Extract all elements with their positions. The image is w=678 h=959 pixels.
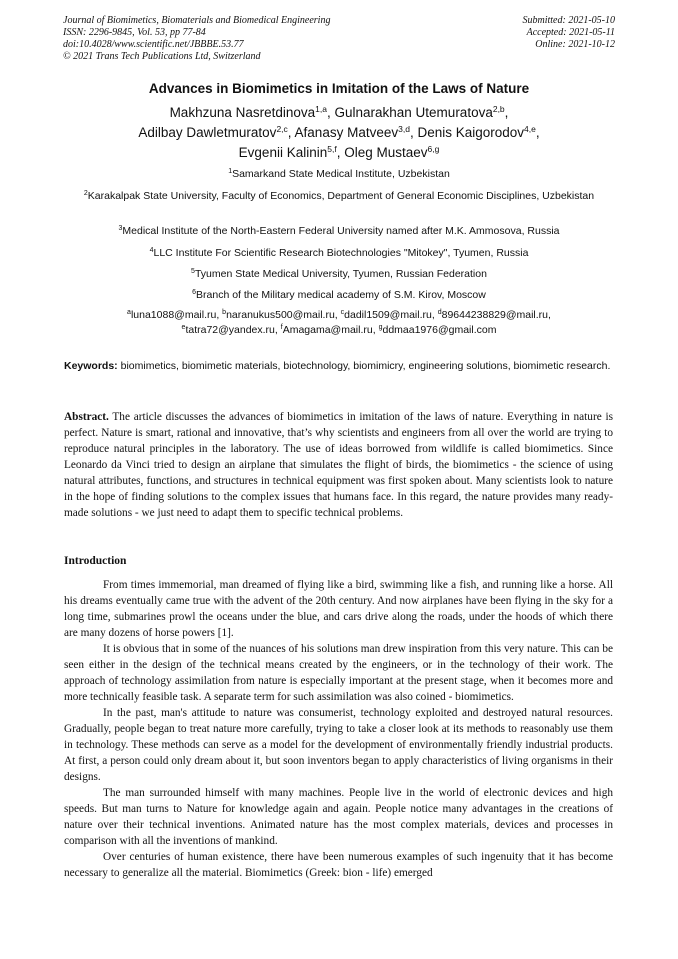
keywords-label: Keywords: <box>64 360 118 372</box>
email: $^a$luna1088@mail.ru, <box>127 309 223 321</box>
header-left <box>63 15 330 63</box>
affiliation-3: $^3$Medical Institute of the North-Eastern Federal University named after M.K. Ammosova, Russia <box>118 225 560 237</box>
paragraph: The man surrounded himself with many machines. People live in the world of electronic devices and high speeds. But man turns to Nature for knowledge again and again. People notice many advantages in the creations of nature over their technical inventions. Animated nature has the most complex materials, devices and processes in comparison with all the inventions of mankind. <box>64 787 613 847</box>
abstract-label: Abstract. <box>64 411 109 423</box>
author: Denis Kaigorodov$^{4,e}$, <box>417 124 540 140</box>
affiliation-1: $^1$Samarkand State Medical Institute, Uzbekistan <box>228 168 450 180</box>
keywords <box>64 359 613 373</box>
paragraph: From times immemorial, man dreamed of flying like a bird, swimming like a fish, and running like a horse. All his dreams eventually came true with the advent of the 20th century. And now airplanes have been flying in the sky for a long time, submarines prowl the oceans under the blue, and cars drive along the roads, under the hoods of which there are many dozens of horse powers [1]. <box>64 579 613 639</box>
email: $^g$ddmaa1976@gmail.com <box>378 324 497 336</box>
paragraph: Over centuries of human existence, there have been numerous examples of such ingenuity that it has become necessary to generalize all the material. Biomimetics (Greek: bion - life) emerged <box>64 851 613 879</box>
email: $^d$89644238829@mail.ru, <box>437 309 551 321</box>
header-right <box>523 15 616 51</box>
affiliation-2: $^2$Karakalpak State University, Faculty of Economics, Department of General Economic Disciplines, Uzbekistan <box>83 190 595 202</box>
accepted-date: Accepted: 2021-05-11 <box>526 27 615 38</box>
email: $^e$tatra72@yandex.ru, <box>181 324 281 336</box>
copyright-line: © 2021 Trans Tech Publications Ltd, Switzerland <box>63 51 261 62</box>
issn-line: ISSN: 2296-9845, Vol. 53, pp 77-84 <box>63 27 206 38</box>
abstract-text: The article discusses the advances of biomimetics in imitation of the laws of nature. Everything in nature is perfect. Nature is smart, rational and innovative, that’s why scientists and engineers from all over the world are trying to reproduce natural principles in the laboratory. The use of ideas borrowed from wildlife is called biomimetics. Since Leonardo da Vinci tried to design an airplane that simulates the flight of birds, the biomimetics - the science of using natural attributes, functions, and structures in technical equipment was first spoken about. Many scientists look to nature in the hope of finding solutions to the complex issues that humans face. In this regard, the nature provides many ready-made solutions - we just need to adapt them to specific technical problems. <box>64 411 613 519</box>
affiliation-5: $^5$Tyumen State Medical University, Tyumen, Russian Federation <box>191 268 487 280</box>
author: Oleg Mustaev$^{6,g}$ <box>344 144 440 160</box>
online-date: Online: 2021-10-12 <box>535 39 615 50</box>
author: Adilbay Dawletmuratov$^{2,c}$, <box>138 124 295 140</box>
author-list <box>52 103 626 163</box>
email-list <box>58 308 620 338</box>
keywords-text: biomimetics, biomimetic materials, biotechnology, biomimicry, engineering solutions, biomimetic research. <box>117 360 611 372</box>
email: $^b$naranukus500@mail.ru, <box>222 309 341 321</box>
email: $^c$dadil1509@mail.ru, <box>340 309 438 321</box>
author: Gulnarakhan Utemuratova$^{2,b}$, <box>334 104 509 120</box>
introduction-body <box>64 577 613 881</box>
submitted-date: Submitted: 2021-05-10 <box>522 15 615 26</box>
introduction-heading: Introduction <box>64 555 127 567</box>
journal-name: Journal of Biomimetics, Biomaterials and Biomedical Engineering <box>63 15 331 26</box>
author: Makhzuna Nasretdinova$^{1,a}$, <box>169 104 335 120</box>
affiliation-4: $^4$LLC Institute For Scientific Research Biotechnologies "Mitokey", Tyumen, Russia <box>149 247 529 259</box>
author: Evgenii Kalinin$^{5,f}$, <box>238 144 345 160</box>
author: Afanasy Matveev$^{3,d}$, <box>294 124 418 140</box>
paragraph: It is obvious that in some of the nuances of his solutions man drew inspiration from this very nature. This can be seen either in the design of the technical means created by the engineers, or in the technology of their work. The approach of technology assimilation from nature is especially important at the present stage, when it becomes more and more technically feasible task. A separate term for such assimilation was also coined - biomimetics. <box>64 643 613 703</box>
abstract <box>64 409 613 521</box>
email: $^f$Amagama@mail.ru, <box>280 324 379 336</box>
paper-title: Advances in Biomimetics in Imitation of the Laws of Nature <box>148 81 530 96</box>
paragraph: In the past, man's attitude to nature was consumerist, technology exploited and destroyed natural resources. Gradually, people began to treat nature more carefully, trying to take a closer look at its methods to reasonably use them in technology. These methods can serve as a model for the development of environmentally friendly industrial products. At first, a person could only dream about it, but soon inventors began to apply characteristics of living organisms in their designs. <box>64 707 613 783</box>
doi-line: doi:10.4028/www.scientific.net/JBBBE.53.77 <box>63 39 244 50</box>
affiliation-6: $^6$Branch of the Military medical academy of S.M. Kirov, Moscow <box>192 289 486 301</box>
